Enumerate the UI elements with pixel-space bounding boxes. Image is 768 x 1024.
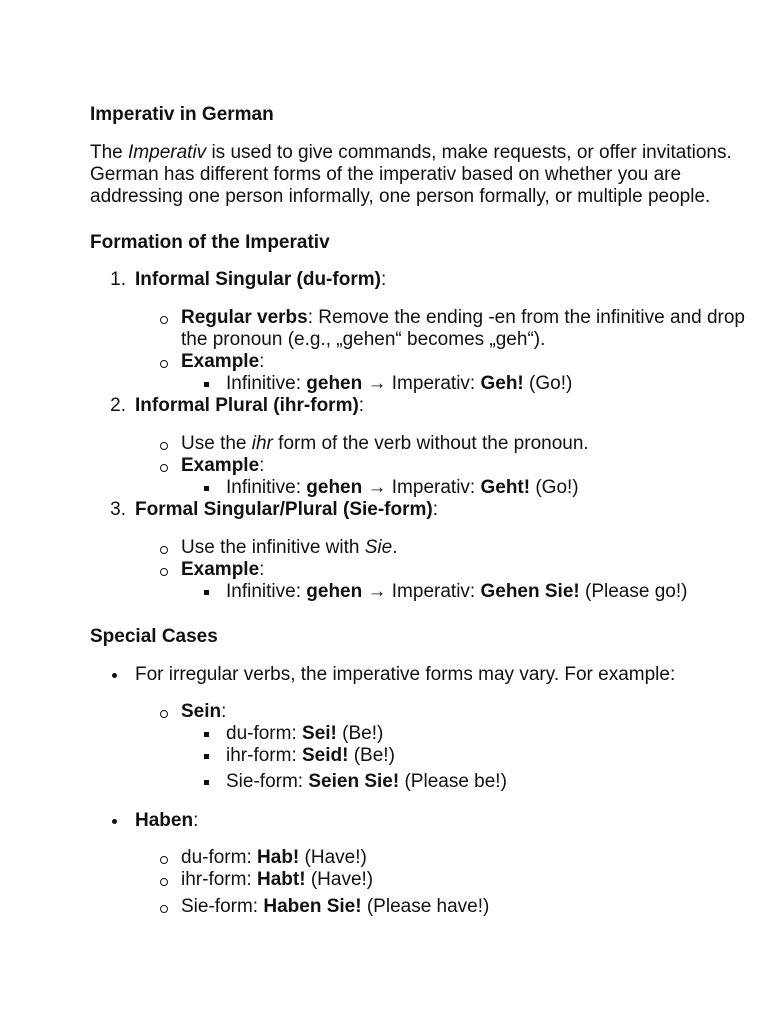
hollow-bullet-icon xyxy=(160,568,168,576)
sein-du-form: du-form: Sei! (Be!) xyxy=(226,723,384,744)
bullet-icon xyxy=(112,673,117,678)
example-label: Example: xyxy=(181,455,265,476)
sein-label: Sein: xyxy=(181,701,227,722)
haben-du-form: du-form: Hab! (Have!) xyxy=(181,847,367,868)
usage-item: Use the ihr form of the verb without the pronoun. xyxy=(181,433,589,454)
example-item: Infinitive: gehen → Imperativ: Geh! (Go!) xyxy=(226,373,573,394)
hollow-bullet-icon xyxy=(160,316,168,324)
intro-line-1: The Imperativ is used to give commands, make requests, or offer invitations. xyxy=(90,142,732,163)
square-bullet-icon xyxy=(204,780,209,785)
regular-verbs-item: Regular verbs: Remove the ending -en from the infinitive and drop xyxy=(181,307,745,328)
bullet-icon xyxy=(112,819,117,824)
sein-sie-form: Sie-form: Seien Sie! (Please be!) xyxy=(226,771,507,792)
irregular-verbs-item: For irregular verbs, the imperative forms may vary. For example: xyxy=(135,664,676,685)
formation-heading: Formation of the Imperativ xyxy=(90,232,330,253)
list-number: 2. xyxy=(110,395,126,416)
section-title: Informal Singular (du-form): xyxy=(135,269,387,290)
haben-ihr-form: ihr-form: Habt! (Have!) xyxy=(181,869,374,890)
square-bullet-icon xyxy=(204,382,209,387)
document-title: Imperativ in German xyxy=(90,104,274,125)
list-number: 1. xyxy=(110,269,126,290)
example-label: Example: xyxy=(181,559,265,580)
usage-item: Use the infinitive with Sie. xyxy=(181,537,398,558)
hollow-bullet-icon xyxy=(160,464,168,472)
list-number: 3. xyxy=(110,499,126,520)
imperativ-term: Imperativ xyxy=(128,142,207,163)
hollow-bullet-icon xyxy=(160,905,168,913)
haben-label: Haben: xyxy=(135,810,199,831)
hollow-bullet-icon xyxy=(160,360,168,368)
sein-ihr-form: ihr-form: Seid! (Be!) xyxy=(226,745,395,766)
square-bullet-icon xyxy=(204,590,209,595)
square-bullet-icon xyxy=(204,732,209,737)
regular-verbs-item-cont: the pronoun (e.g., „gehen“ becomes „geh“). xyxy=(181,329,546,350)
example-item: Infinitive: gehen → Imperativ: Geht! (Go!) xyxy=(226,477,579,498)
example-label: Example: xyxy=(181,351,265,372)
section-title: Informal Plural (ihr-form): xyxy=(135,395,365,416)
hollow-bullet-icon xyxy=(160,878,168,886)
square-bullet-icon xyxy=(204,486,209,491)
section-title: Formal Singular/Plural (Sie-form): xyxy=(135,499,438,520)
example-item: Infinitive: gehen → Imperativ: Gehen Sie! (Please go!) xyxy=(226,581,688,602)
square-bullet-icon xyxy=(204,754,209,759)
hollow-bullet-icon xyxy=(160,442,168,450)
hollow-bullet-icon xyxy=(160,710,168,718)
intro-line-3: addressing one person informally, one person formally, or multiple people. xyxy=(90,186,711,207)
hollow-bullet-icon xyxy=(160,546,168,554)
hollow-bullet-icon xyxy=(160,856,168,864)
special-cases-heading: Special Cases xyxy=(90,626,218,647)
haben-sie-form: Sie-form: Haben Sie! (Please have!) xyxy=(181,896,490,917)
intro-line-2: German has different forms of the imperativ based on whether you are xyxy=(90,164,682,185)
